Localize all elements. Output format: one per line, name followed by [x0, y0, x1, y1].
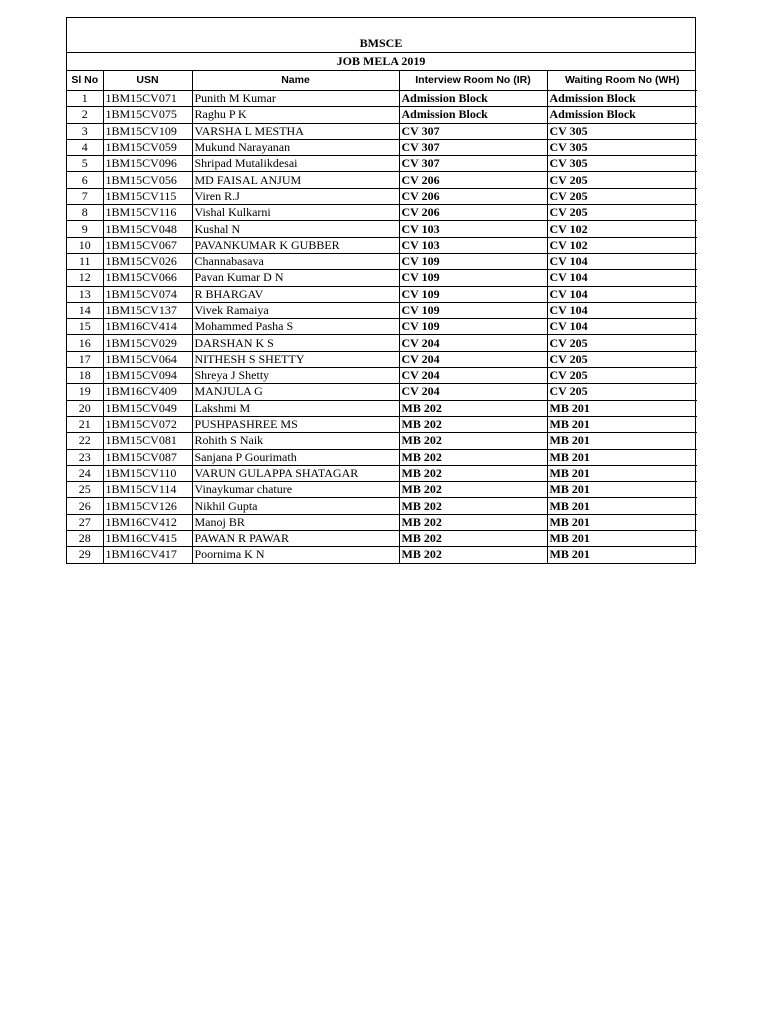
interview-room-cell: Admission Block [399, 107, 547, 123]
usn-cell: 1BM15CV064 [103, 351, 192, 367]
waiting-room-cell: CV 205 [547, 384, 697, 400]
sl-no-cell: 24 [67, 465, 103, 481]
column-header-usn: USN [103, 71, 192, 91]
waiting-room-cell: CV 205 [547, 351, 697, 367]
usn-cell: 1BM16CV417 [103, 547, 192, 563]
usn-cell: 1BM16CV414 [103, 319, 192, 335]
usn-cell: 1BM15CV126 [103, 498, 192, 514]
sl-no-cell: 22 [67, 433, 103, 449]
name-cell: Lakshmi M [192, 400, 399, 416]
waiting-room-cell: Admission Block [547, 91, 697, 107]
table-row [67, 368, 697, 384]
interview-room-cell: MB 202 [399, 400, 547, 416]
usn-cell: 1BM15CV067 [103, 237, 192, 253]
table-row [67, 286, 697, 302]
table-row [67, 465, 697, 481]
usn-cell: 1BM15CV029 [103, 335, 192, 351]
sl-no-cell: 23 [67, 449, 103, 465]
interview-room-cell: CV 109 [399, 253, 547, 269]
sl-no-cell: 21 [67, 416, 103, 432]
usn-cell: 1BM15CV072 [103, 416, 192, 432]
waiting-room-cell: CV 104 [547, 319, 697, 335]
table-row [67, 205, 697, 221]
interview-room-cell: CV 204 [399, 351, 547, 367]
interview-room-cell: MB 202 [399, 531, 547, 547]
name-cell: Kushal N [192, 221, 399, 237]
usn-cell: 1BM15CV081 [103, 433, 192, 449]
interview-room-cell: CV 204 [399, 384, 547, 400]
sl-no-cell: 5 [67, 156, 103, 172]
usn-cell: 1BM16CV412 [103, 514, 192, 530]
waiting-room-cell: MB 201 [547, 547, 697, 563]
name-cell: Sanjana P Gourimath [192, 449, 399, 465]
sl-no-cell: 16 [67, 335, 103, 351]
waiting-room-cell: MB 201 [547, 482, 697, 498]
usn-cell: 1BM15CV048 [103, 221, 192, 237]
name-cell: PAVANKUMAR K GUBBER [192, 237, 399, 253]
name-cell: Vinaykumar chature [192, 482, 399, 498]
sl-no-cell: 6 [67, 172, 103, 188]
sl-no-cell: 15 [67, 319, 103, 335]
name-cell: Mukund Narayanan [192, 139, 399, 155]
column-header-sl-no: Sl No [67, 71, 103, 91]
waiting-room-cell: CV 305 [547, 156, 697, 172]
waiting-room-cell: CV 205 [547, 335, 697, 351]
waiting-room-cell: MB 201 [547, 531, 697, 547]
interview-room-cell: MB 202 [399, 498, 547, 514]
waiting-room-cell: CV 205 [547, 172, 697, 188]
table-row [67, 270, 697, 286]
column-header-waiting-room: Waiting Room No (WH) [547, 71, 697, 91]
sl-no-cell: 7 [67, 188, 103, 204]
table-row [67, 351, 697, 367]
waiting-room-cell: CV 102 [547, 237, 697, 253]
interview-room-cell: CV 109 [399, 302, 547, 318]
table-body [67, 91, 697, 563]
table-row [67, 156, 697, 172]
name-cell: Pavan Kumar D N [192, 270, 399, 286]
name-cell: VARSHA L MESTHA [192, 123, 399, 139]
waiting-room-cell: MB 201 [547, 433, 697, 449]
name-cell: Manoj BR [192, 514, 399, 530]
column-header-name: Name [192, 71, 399, 91]
sl-no-cell: 18 [67, 368, 103, 384]
sl-no-cell: 8 [67, 205, 103, 221]
table-row [67, 139, 697, 155]
table-row [67, 384, 697, 400]
sl-no-cell: 29 [67, 547, 103, 563]
sl-no-cell: 4 [67, 139, 103, 155]
table-row [67, 188, 697, 204]
table-row [67, 482, 697, 498]
interview-room-cell: CV 307 [399, 156, 547, 172]
sl-no-cell: 11 [67, 253, 103, 269]
name-cell: Shripad Mutalikdesai [192, 156, 399, 172]
table-row [67, 319, 697, 335]
table-row [67, 221, 697, 237]
usn-cell: 1BM15CV056 [103, 172, 192, 188]
usn-cell: 1BM15CV109 [103, 123, 192, 139]
table-row [67, 172, 697, 188]
sl-no-cell: 2 [67, 107, 103, 123]
waiting-room-cell: MB 201 [547, 514, 697, 530]
usn-cell: 1BM15CV071 [103, 91, 192, 107]
sl-no-cell: 20 [67, 400, 103, 416]
table-row [67, 335, 697, 351]
sl-no-cell: 3 [67, 123, 103, 139]
allocation-table [67, 71, 697, 563]
table-row [67, 253, 697, 269]
column-header-interview-room: Interview Room No (IR) [399, 71, 547, 91]
usn-cell: 1BM15CV049 [103, 400, 192, 416]
usn-cell: 1BM15CV066 [103, 270, 192, 286]
usn-cell: 1BM15CV115 [103, 188, 192, 204]
name-cell: Rohith S Naik [192, 433, 399, 449]
table-row [67, 531, 697, 547]
interview-room-cell: CV 307 [399, 139, 547, 155]
interview-room-cell: CV 109 [399, 319, 547, 335]
name-cell: Vishal Kulkarni [192, 205, 399, 221]
interview-room-cell: CV 103 [399, 237, 547, 253]
usn-cell: 1BM15CV096 [103, 156, 192, 172]
sl-no-cell: 26 [67, 498, 103, 514]
waiting-room-cell: MB 201 [547, 416, 697, 432]
waiting-room-cell: CV 104 [547, 302, 697, 318]
interview-room-cell: CV 109 [399, 270, 547, 286]
name-cell: Mohammed Pasha S [192, 319, 399, 335]
usn-cell: 1BM15CV116 [103, 205, 192, 221]
sl-no-cell: 13 [67, 286, 103, 302]
sl-no-cell: 19 [67, 384, 103, 400]
table-row [67, 91, 697, 107]
usn-cell: 1BM15CV137 [103, 302, 192, 318]
table-row [67, 416, 697, 432]
sl-no-cell: 27 [67, 514, 103, 530]
sl-no-cell: 14 [67, 302, 103, 318]
interview-room-cell: MB 202 [399, 482, 547, 498]
waiting-room-cell: CV 104 [547, 270, 697, 286]
interview-room-cell: MB 202 [399, 514, 547, 530]
name-cell: PAWAN R PAWAR [192, 531, 399, 547]
sl-no-cell: 1 [67, 91, 103, 107]
name-cell: Raghu P K [192, 107, 399, 123]
interview-room-cell: MB 202 [399, 416, 547, 432]
sl-no-cell: 17 [67, 351, 103, 367]
waiting-room-cell: MB 201 [547, 498, 697, 514]
title-block [67, 18, 695, 71]
table-row [67, 498, 697, 514]
usn-cell: 1BM16CV415 [103, 531, 192, 547]
waiting-room-cell: CV 305 [547, 139, 697, 155]
waiting-room-cell: CV 305 [547, 123, 697, 139]
name-cell: R BHARGAV [192, 286, 399, 302]
table-row [67, 433, 697, 449]
interview-room-cell: CV 206 [399, 188, 547, 204]
name-cell: Punith M Kumar [192, 91, 399, 107]
table-row [67, 547, 697, 563]
interview-room-cell: CV 206 [399, 172, 547, 188]
interview-room-cell: MB 202 [399, 547, 547, 563]
name-cell: DARSHAN K S [192, 335, 399, 351]
waiting-room-cell: MB 201 [547, 465, 697, 481]
waiting-room-cell: MB 201 [547, 400, 697, 416]
waiting-room-cell: CV 205 [547, 205, 697, 221]
blank-top-row [67, 18, 695, 35]
name-cell: Viren R.J [192, 188, 399, 204]
name-cell: MD FAISAL ANJUM [192, 172, 399, 188]
name-cell: Poornima K N [192, 547, 399, 563]
table-row [67, 237, 697, 253]
name-cell: PUSHPASHREE MS [192, 416, 399, 432]
usn-cell: 1BM15CV059 [103, 139, 192, 155]
name-cell: Channabasava [192, 253, 399, 269]
table-row [67, 107, 697, 123]
job-mela-sheet [66, 17, 696, 564]
table-row [67, 449, 697, 465]
waiting-room-cell: CV 102 [547, 221, 697, 237]
name-cell: Nikhil Gupta [192, 498, 399, 514]
usn-cell: 1BM15CV074 [103, 286, 192, 302]
usn-cell: 1BM16CV409 [103, 384, 192, 400]
sl-no-cell: 9 [67, 221, 103, 237]
waiting-room-cell: CV 104 [547, 253, 697, 269]
sl-no-cell: 28 [67, 531, 103, 547]
interview-room-cell: MB 202 [399, 465, 547, 481]
table-header-row [67, 71, 697, 91]
table-row [67, 514, 697, 530]
usn-cell: 1BM15CV110 [103, 465, 192, 481]
waiting-room-cell: MB 201 [547, 449, 697, 465]
usn-cell: 1BM15CV075 [103, 107, 192, 123]
table-row [67, 302, 697, 318]
usn-cell: 1BM15CV094 [103, 368, 192, 384]
name-cell: NITHESH S SHETTY [192, 351, 399, 367]
interview-room-cell: CV 204 [399, 368, 547, 384]
interview-room-cell: CV 307 [399, 123, 547, 139]
name-cell: MANJULA G [192, 384, 399, 400]
name-cell: Shreya J Shetty [192, 368, 399, 384]
interview-room-cell: MB 202 [399, 433, 547, 449]
waiting-room-cell: CV 205 [547, 368, 697, 384]
event-title: JOB MELA 2019 [336, 54, 426, 68]
waiting-room-cell: CV 205 [547, 188, 697, 204]
usn-cell: 1BM15CV114 [103, 482, 192, 498]
sl-no-cell: 25 [67, 482, 103, 498]
waiting-room-cell: Admission Block [547, 107, 697, 123]
name-cell: VARUN GULAPPA SHATAGAR [192, 465, 399, 481]
interview-room-cell: CV 103 [399, 221, 547, 237]
usn-cell: 1BM15CV026 [103, 253, 192, 269]
interview-room-cell: Admission Block [399, 91, 547, 107]
usn-cell: 1BM15CV087 [103, 449, 192, 465]
sl-no-cell: 10 [67, 237, 103, 253]
org-title: BMSCE [67, 35, 695, 53]
table-row [67, 400, 697, 416]
sl-no-cell: 12 [67, 270, 103, 286]
interview-room-cell: CV 109 [399, 286, 547, 302]
waiting-room-cell: CV 104 [547, 286, 697, 302]
interview-room-cell: MB 202 [399, 449, 547, 465]
table-row [67, 123, 697, 139]
name-cell: Vivek Ramaiya [192, 302, 399, 318]
interview-room-cell: CV 206 [399, 205, 547, 221]
interview-room-cell: CV 204 [399, 335, 547, 351]
